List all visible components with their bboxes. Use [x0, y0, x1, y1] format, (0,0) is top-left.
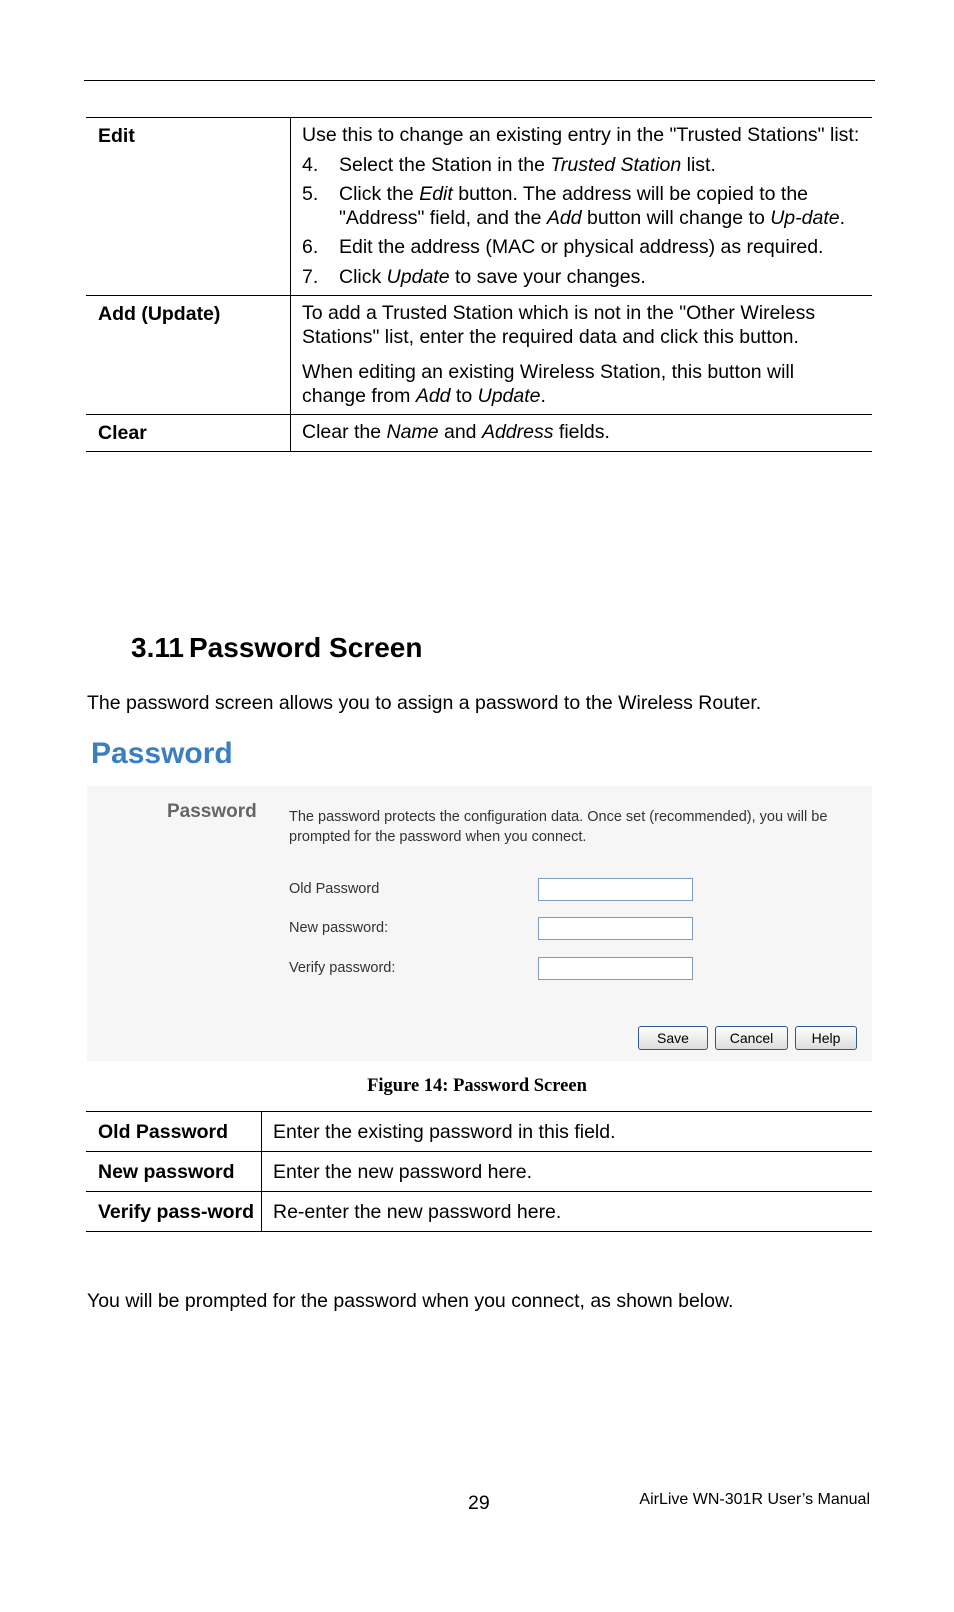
- step-text: list.: [681, 153, 716, 176]
- old-password-input[interactable]: [538, 878, 693, 901]
- term-cell: Old Password: [86, 1112, 262, 1152]
- manual-title: AirLive WN-301R User’s Manual: [639, 1491, 870, 1508]
- button-description-table: [86, 117, 872, 452]
- verify-password-label: Verify password:: [289, 960, 396, 976]
- table-row: [86, 1152, 872, 1192]
- step-list: [302, 154, 862, 290]
- step-text: button will change to: [581, 206, 771, 229]
- figure-page-title: Password: [91, 737, 233, 770]
- text-run: Clear the: [302, 421, 387, 443]
- text-run: and: [438, 421, 482, 443]
- figure-section-label: Password: [167, 801, 257, 822]
- figure-description: The password protects the configuration data. Once set (recommended), you will be prompted for the password when you connect.: [289, 809, 828, 845]
- field-description-table: [86, 1111, 872, 1232]
- definition-text: To add a Trusted Station which is not in the "Other Wireless Stations" list, enter the required data and click this button.: [302, 302, 816, 348]
- list-item: [302, 266, 862, 290]
- step-emphasis: Edit: [419, 183, 453, 205]
- step-text: Select the Station in the: [339, 153, 551, 176]
- password-screen-figure: [87, 731, 872, 1061]
- table-row: [86, 1192, 872, 1232]
- closing-paragraph: You will be prompted for the password when you connect, as shown below.: [87, 1290, 734, 1312]
- term-cell: Clear: [86, 415, 291, 452]
- save-button[interactable]: Save: [638, 1026, 708, 1050]
- definition-cell: [291, 296, 873, 415]
- table-row: [86, 1112, 872, 1152]
- definition-cell: Enter the existing password in this field.: [262, 1112, 873, 1152]
- list-item: [302, 154, 862, 178]
- step-text: to save your changes.: [449, 265, 646, 288]
- section-heading: [131, 632, 422, 664]
- text-emphasis: Add: [415, 384, 451, 407]
- step-emphasis: Update: [386, 265, 450, 288]
- table-row: [86, 415, 872, 452]
- definition-text: [302, 361, 862, 408]
- table-row: [86, 118, 872, 296]
- new-password-input[interactable]: [538, 917, 693, 940]
- section-title: Password Screen: [189, 632, 423, 663]
- intro-paragraph: The password screen allows you to assign a password to the Wireless Router.: [87, 692, 762, 714]
- term-cell: New password: [86, 1152, 262, 1192]
- term-cell: Edit: [86, 118, 291, 296]
- old-password-label: Old Password: [289, 881, 380, 897]
- term-cell: Verify pass-word: [86, 1192, 262, 1232]
- definition-cell: [291, 118, 873, 296]
- header-rule: [84, 80, 875, 81]
- figure-caption: Figure 14: Password Screen: [367, 1076, 587, 1096]
- figure-panel: [87, 786, 872, 1061]
- section-number: 3.11: [131, 632, 184, 663]
- step-emphasis: Add: [546, 206, 582, 229]
- step-text: button. The address will be copied to the "Address" field, and the: [339, 183, 809, 229]
- step-text: .: [839, 206, 846, 229]
- text-run: .: [540, 384, 546, 407]
- help-button[interactable]: Help: [795, 1026, 857, 1050]
- step-emphasis: Trusted Station: [550, 153, 682, 176]
- definition-text: Use this to change an existing entry in the "Trusted Stations" list:: [302, 124, 860, 146]
- step-number: 5.: [302, 183, 319, 205]
- cancel-button[interactable]: Cancel: [715, 1026, 788, 1050]
- verify-password-input[interactable]: [538, 957, 693, 980]
- definition-cell: Enter the new password here.: [262, 1152, 873, 1192]
- term-cell: Add (Update): [86, 296, 291, 415]
- step-emphasis: Up-date: [770, 206, 840, 229]
- text-run: When editing an existing Wireless Station, this button will change from: [302, 361, 795, 407]
- step-text: Click: [339, 265, 387, 288]
- page-number: 29: [468, 1492, 490, 1514]
- text-emphasis: Name: [386, 421, 439, 443]
- new-password-label: New password:: [289, 920, 389, 936]
- step-number: 6.: [302, 236, 319, 258]
- table-row: [86, 296, 872, 415]
- step-number: 7.: [302, 265, 319, 288]
- definition-cell: [291, 415, 873, 452]
- text-run: fields.: [553, 421, 610, 443]
- list-item: [302, 183, 862, 230]
- definition-cell: Re-enter the new password here.: [262, 1192, 873, 1232]
- text-emphasis: Update: [477, 384, 541, 407]
- step-text: Edit the address (MAC or physical address) as required.: [339, 236, 824, 258]
- list-item: [302, 236, 862, 260]
- step-text: Click the: [339, 183, 420, 205]
- text-emphasis: Address: [481, 421, 554, 443]
- text-run: to: [450, 384, 478, 407]
- step-number: 4.: [302, 153, 319, 176]
